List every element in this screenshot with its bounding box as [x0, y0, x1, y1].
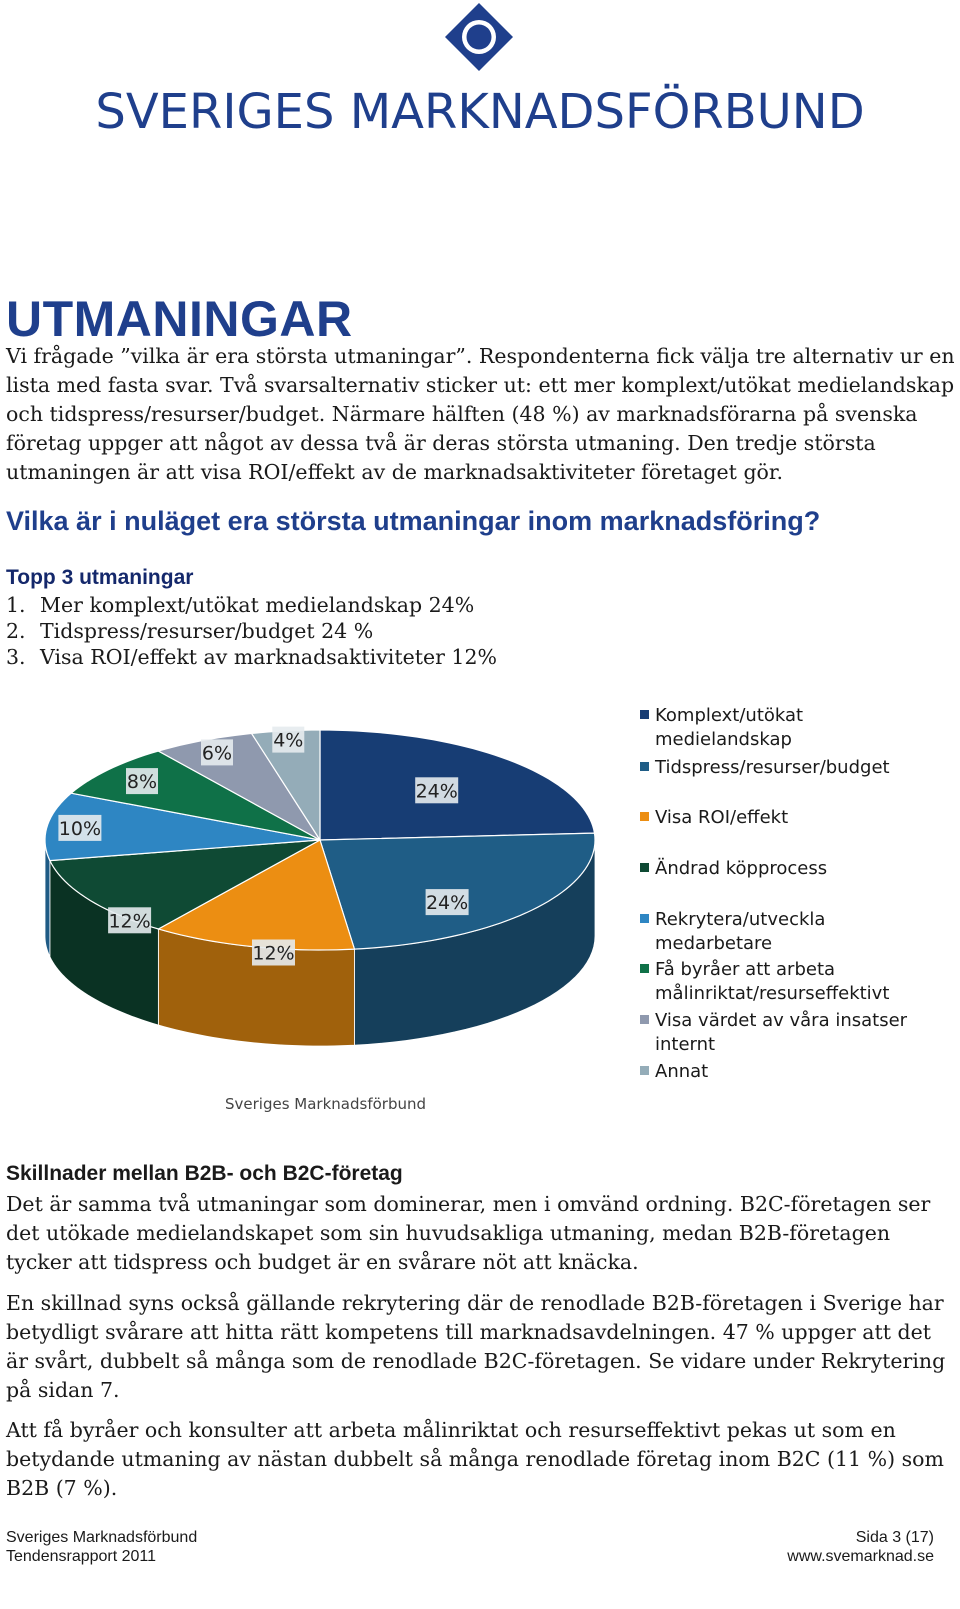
legend-label: Rekrytera/utveckla medarbetare: [655, 909, 826, 954]
legend-label: Visa värdet av våra insatser internt: [655, 1010, 908, 1055]
footer-website-link[interactable]: www.svemarknad.se: [787, 1548, 934, 1565]
data-label: 8%: [126, 771, 158, 794]
legend-swatch: [640, 1066, 649, 1075]
data-label: 6%: [201, 742, 233, 765]
legend-swatch: [640, 964, 649, 973]
body-paragraph: En skillnad syns också gällande rekrytering där de renodlade B2B-företagen i Sverige har betydligt svårare att hitta rätt kompetens till marknadsavdelningen. 47 % uppger att det är svårt, dubbelt så många som de renodlade B2C-företagen. Se vidare under Rekrytering på sidan 7.: [6, 1291, 946, 1402]
footer-report: Tendensrapport 2011: [6, 1548, 157, 1565]
top3-list: [6, 592, 497, 670]
chart-source: Sveriges Marknadsförbund: [225, 1095, 426, 1113]
legend-swatch: [640, 812, 649, 821]
legend-swatch: [640, 863, 649, 872]
logo: [0, 0, 960, 160]
legend-swatch: [640, 1015, 649, 1024]
intro-paragraph: Vi frågade ”vilka är era största utmaningar”. Respondenterna fick välja tre alternativ ur en lista med fasta svar. Två svarsalternativ sticker ut: ett mer komplext/utökat medielandskap och tidspress/resurser/budget. Närmare hälften (48 %) av marknadsförarna på svenska företag uppger att något av dessa två är deras största utmaning. Den tredje största utmaningen är att visa ROI/effekt av de marknadsaktiviteter företaget gör.: [6, 344, 955, 484]
body-paragraph: Det är samma två utmaningar som dominerar, men i omvänd ordning. B2C-företagen ser det utökade medielandskapet som sin huvudsakliga utmaning, medan B2B-företagen tycker att tidspress och budget är en svårare nöt att knäcka.: [6, 1192, 931, 1274]
footer-left: [6, 1528, 197, 1566]
legend-label: Ändrad köpprocess: [655, 858, 828, 879]
body-paragraph: Att få byråer och konsulter att arbeta målinriktat och resurseffektivt pekas ut som en betydande utmaning av nästan dubbelt så många renodlade företag inom B2C (11 %) som B2B (7 %).: [6, 1418, 944, 1500]
footer-right: [787, 1528, 934, 1566]
section-heading: Skillnader mellan B2B- och B2C-företag: [6, 1162, 403, 1185]
top3-item: 2. Tidspress/resurser/budget 24 %: [6, 619, 374, 643]
page-title: UTMANINGAR: [6, 291, 353, 347]
legend-swatch: [640, 914, 649, 923]
question-heading: Vilka är i nuläget era största utmaningar inom marknadsföring?: [6, 506, 821, 536]
logo-diamond-icon: [444, 2, 514, 72]
legend-label: Få byråer att arbeta målinriktat/resurseffektivt: [655, 959, 890, 1004]
data-label: 4%: [273, 729, 304, 752]
data-label: 24%: [425, 892, 469, 915]
data-label: 24%: [415, 780, 458, 803]
footer-page-number: Sida 3 (17): [855, 1529, 934, 1546]
legend-swatch: [640, 762, 649, 771]
logo-text: SVERIGES MARKNADSFÖRBUND: [95, 84, 865, 140]
legend-swatch: [640, 710, 649, 719]
legend-label: Komplext/utökat medielandskap: [655, 705, 804, 750]
data-label: 12%: [252, 942, 295, 965]
data-label: 10%: [58, 817, 102, 840]
data-label: 12%: [108, 910, 151, 933]
legend-label: Tidspress/resurser/budget: [655, 757, 890, 778]
footer-org: Sveriges Marknadsförbund: [6, 1529, 198, 1546]
legend-label: Annat: [655, 1061, 709, 1082]
top3-heading: Topp 3 utmaningar: [6, 566, 194, 589]
legend-label: Visa ROI/effekt: [655, 807, 789, 828]
top3-item: 3. Visa ROI/effekt av marknadsaktiviteter 12%: [6, 645, 497, 669]
top3-item: 1. Mer komplext/utökat medielandskap 24%: [6, 593, 475, 617]
